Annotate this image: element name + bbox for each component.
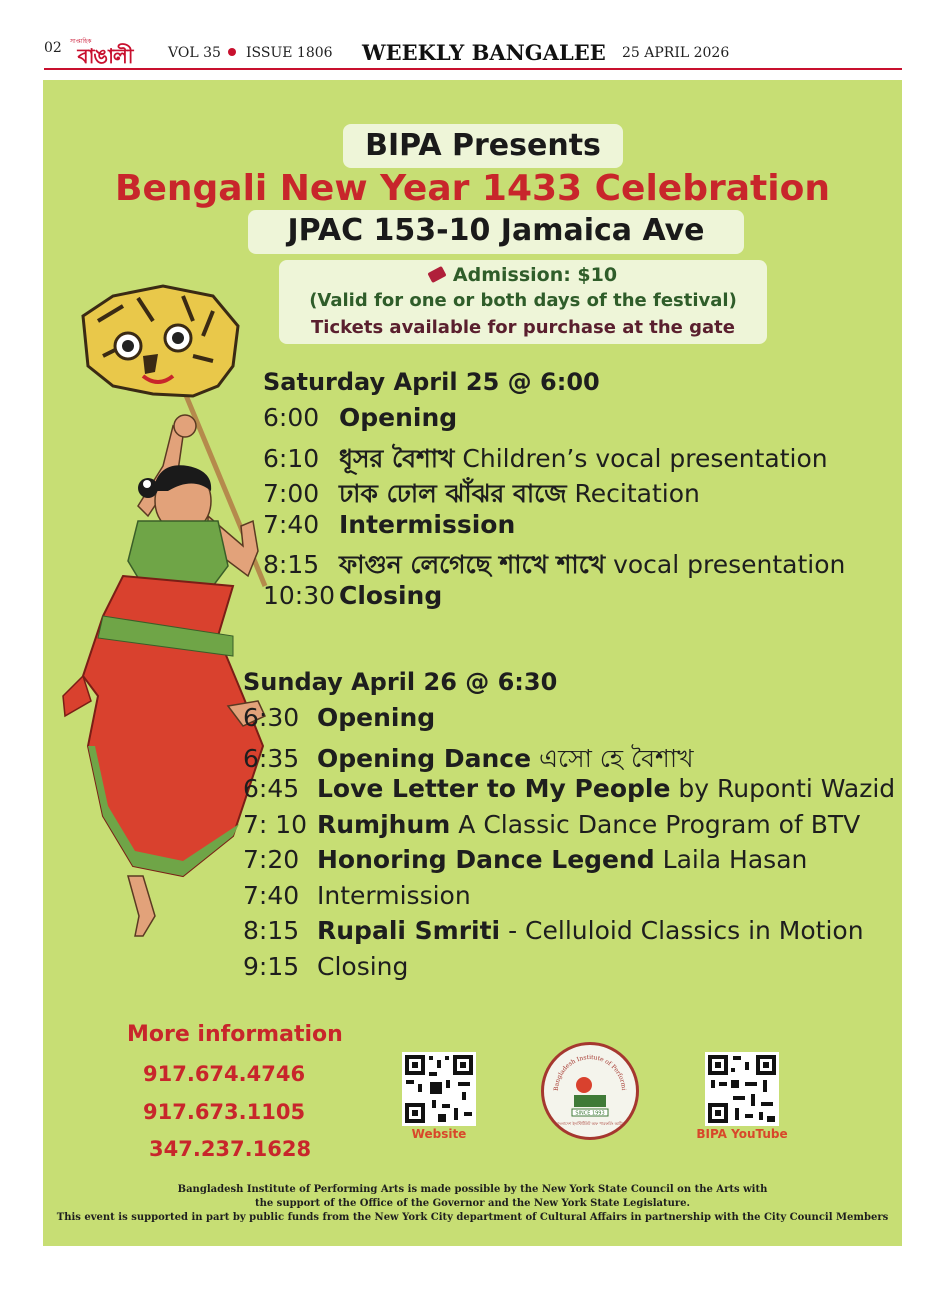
footer-line-3: This event is supported in part by public funds from the New York City department of Cultural Affairs in partnership with the City Council Members bbox=[56, 1212, 889, 1223]
youtube-qr-code[interactable] bbox=[705, 1052, 779, 1126]
schedule-time: 8:15 bbox=[243, 916, 300, 945]
schedule-item-title: ঢাক ঢোল ঝাঁঝর বাজে bbox=[339, 479, 567, 508]
schedule-row bbox=[243, 916, 864, 945]
website-qr-code[interactable] bbox=[402, 1052, 476, 1126]
schedule-item-title: Intermission bbox=[339, 509, 516, 539]
schedule-time: 7:20 bbox=[243, 845, 300, 874]
schedule-item-title: Rupali Smriti bbox=[317, 916, 501, 945]
logo-text: বাঙালী bbox=[77, 44, 133, 68]
newspaper-header bbox=[0, 0, 945, 80]
admission bbox=[279, 264, 767, 286]
page-number: 02 bbox=[44, 40, 62, 56]
schedule-item-title: Love Letter to My People bbox=[317, 774, 671, 803]
schedule-row bbox=[243, 952, 408, 981]
sunday-heading: Sunday April 26 @ 6:30 bbox=[243, 668, 558, 696]
logo-small-text: সাপ্তাহিক bbox=[70, 38, 92, 45]
phone-number-3[interactable]: 347.237.1628 bbox=[149, 1137, 312, 1161]
admission-validity: (Valid for one or both days of the festival) bbox=[309, 290, 737, 311]
schedule-item-detail: Recitation bbox=[566, 479, 700, 508]
saturday-heading: Saturday April 25 @ 6:00 bbox=[263, 368, 600, 396]
footer-line-2: the support of the Office of the Governor and the New York State Legislature. bbox=[254, 1198, 691, 1209]
paper-name: WEEKLY BANGALEE bbox=[362, 40, 606, 65]
schedule-time: 7:00 bbox=[263, 479, 320, 508]
admission-text: Admission: $10 bbox=[452, 264, 618, 286]
schedule-row bbox=[243, 703, 435, 732]
schedule-time: 7:40 bbox=[243, 880, 300, 910]
schedule-row bbox=[243, 881, 471, 910]
event-flyer bbox=[43, 80, 902, 1246]
schedule-time: 6:35 bbox=[243, 743, 300, 773]
schedule-row bbox=[243, 774, 895, 803]
volume: VOL 35 bbox=[168, 45, 221, 61]
footer-line-1: Bangladesh Institute of Performing Arts is made possible by the New York State Council on the Arts with bbox=[177, 1184, 768, 1195]
schedule-row bbox=[263, 403, 457, 432]
event-title: Bengali New Year 1433 Celebration bbox=[115, 168, 830, 209]
schedule-item-detail: A Classic Dance Program of BTV bbox=[450, 809, 861, 839]
schedule-row bbox=[263, 510, 515, 539]
bipa-logo-icon bbox=[544, 1045, 636, 1137]
ticket-info: Tickets available for purchase at the gate bbox=[311, 317, 735, 338]
phone-number-1[interactable]: 917.674.4746 bbox=[143, 1062, 306, 1086]
schedule-item-title: Opening bbox=[339, 403, 458, 432]
schedule-item-title: Rumjhum bbox=[317, 809, 451, 839]
schedule-item-detail: by Ruponti Wazid bbox=[670, 774, 896, 803]
schedule-item-detail: Closing bbox=[317, 951, 409, 981]
issue-date: 25 APRIL 2026 bbox=[622, 45, 730, 61]
seal-since: SINCE 1993 bbox=[575, 1110, 605, 1117]
issue: ISSUE 1806 bbox=[246, 45, 333, 61]
header-rule bbox=[44, 68, 902, 70]
newspaper-logo bbox=[70, 38, 140, 70]
schedule-item-detail: এসো হে বৈশাখ bbox=[531, 743, 694, 773]
schedule-time: 6:10 bbox=[263, 443, 320, 473]
presents-heading: BIPA Presents bbox=[365, 128, 601, 163]
ticket-icon bbox=[427, 266, 446, 283]
bipa-seal-logo bbox=[541, 1042, 639, 1140]
schedule-item-title: ফাগুন লেগেছে শাখে শাখে bbox=[339, 550, 606, 579]
schedule-item-title: Opening bbox=[317, 703, 436, 732]
phone-number-2[interactable]: 917.673.1105 bbox=[143, 1100, 306, 1124]
schedule-item-detail: vocal presentation bbox=[605, 550, 846, 579]
schedule-time: 10:30 bbox=[263, 580, 336, 610]
schedule-item-detail: Children’s vocal presentation bbox=[454, 443, 828, 473]
schedule-time: 9:15 bbox=[243, 951, 300, 981]
more-info-label: More information bbox=[127, 1022, 343, 1047]
schedule-time: 7:40 bbox=[263, 509, 320, 539]
schedule-time: 6:45 bbox=[243, 774, 300, 803]
schedule-item-title: Opening Dance bbox=[317, 743, 532, 773]
seal-ring-text: Bangladesh Institute of Performi bbox=[552, 1053, 628, 1092]
schedule-item-title: Honoring Dance Legend bbox=[317, 845, 655, 874]
schedule-item-title: Closing bbox=[339, 580, 443, 610]
separator-dot bbox=[228, 48, 236, 56]
schedule-time: 6:30 bbox=[243, 703, 300, 732]
venue: JPAC 153-10 Jamaica Ave bbox=[287, 213, 705, 248]
youtube-qr-label: BIPA YouTube bbox=[696, 1127, 788, 1141]
schedule-row bbox=[243, 810, 860, 839]
tiger-mask-icon bbox=[83, 286, 238, 396]
seal-bottom-text: বাংলাদেশ ইনস্টিটিউট অফ পারফর্মিং আর্টস bbox=[555, 1121, 625, 1126]
schedule-item-detail: Intermission bbox=[317, 880, 471, 910]
schedule-item-title: ধূসর বৈশাখ bbox=[339, 443, 455, 473]
schedule-item-detail: Laila Hasan bbox=[654, 845, 808, 874]
schedule-item-detail: - Celluloid Classics in Motion bbox=[500, 916, 864, 945]
schedule-time: 6:00 bbox=[263, 403, 320, 432]
schedule-row bbox=[263, 581, 442, 610]
schedule-time: 7: 10 bbox=[243, 809, 308, 839]
schedule-row bbox=[243, 845, 807, 874]
website-qr-label: Website bbox=[411, 1127, 467, 1141]
schedule-time: 8:15 bbox=[263, 550, 320, 579]
